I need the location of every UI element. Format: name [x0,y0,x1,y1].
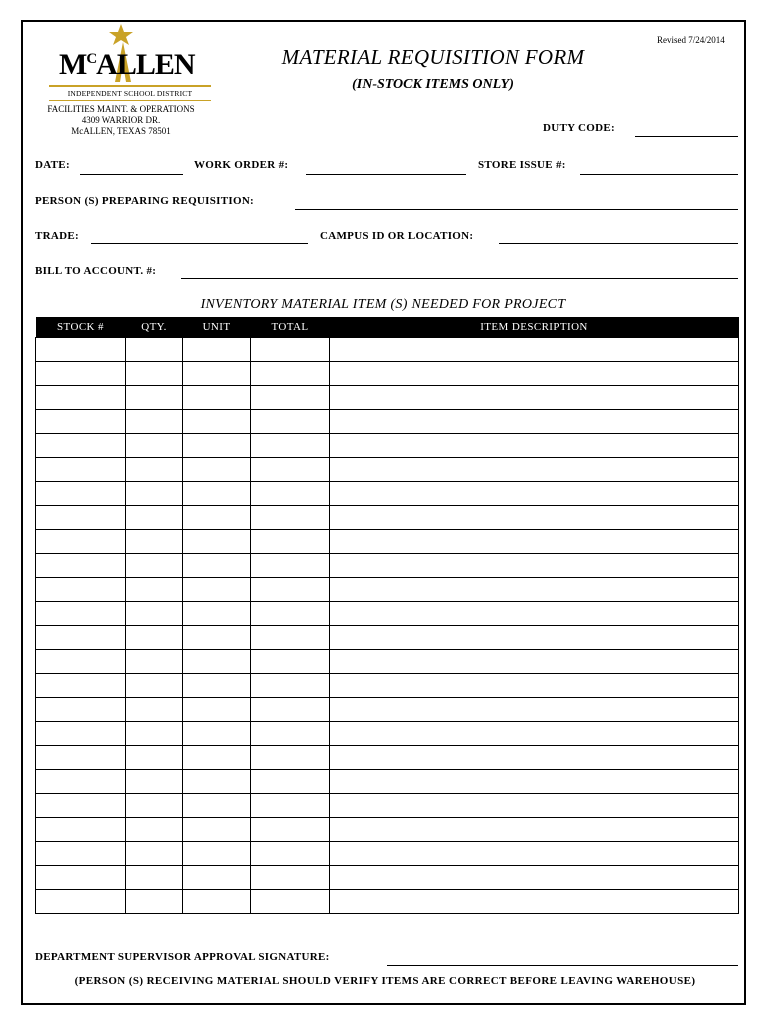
table-cell[interactable] [126,578,183,602]
table-cell[interactable] [251,722,330,746]
table-cell[interactable] [126,650,183,674]
table-cell[interactable] [251,506,330,530]
table-cell[interactable] [126,818,183,842]
table-row [36,578,739,602]
table-cell[interactable] [330,602,739,626]
table-cell[interactable] [183,434,251,458]
table-cell[interactable] [126,506,183,530]
table-row [36,650,739,674]
table-row [36,698,739,722]
table-cell[interactable] [126,410,183,434]
table-cell[interactable] [183,770,251,794]
table-cell[interactable] [36,458,126,482]
table-row [36,746,739,770]
table-row [36,842,739,866]
revised-date: Revised 7/24/2014 [657,35,725,45]
table-cell[interactable] [126,626,183,650]
table-row [36,770,739,794]
table-row [36,554,739,578]
work-order-label: WORK ORDER #: [194,159,289,171]
table-cell[interactable] [251,410,330,434]
duty-code-field[interactable] [635,136,738,137]
duty-code-label: DUTY CODE: [543,122,615,134]
table-cell[interactable] [330,818,739,842]
table-cell[interactable] [183,698,251,722]
trade-label: TRADE: [35,230,79,242]
signature-field[interactable] [387,965,738,966]
table-cell[interactable] [126,602,183,626]
requisition-form [21,20,746,1005]
table-cell[interactable] [330,770,739,794]
table-cell[interactable] [251,650,330,674]
table-cell[interactable] [251,794,330,818]
table-cell[interactable] [36,578,126,602]
logo-rule-bottom [49,100,211,101]
bill-to-label: BILL TO ACCOUNT. #: [35,265,157,277]
table-cell[interactable] [126,722,183,746]
department-address: FACILITIES MAINT. & OPERATIONS 4309 WARRIOR DR. McALLEN, TEXAS 78501 [47,104,195,136]
table-cell[interactable] [251,746,330,770]
column-description: ITEM DESCRIPTION [330,317,739,338]
column-stock: STOCK # [36,317,126,338]
table-row [36,482,739,506]
column-unit: UNIT [183,317,251,338]
table-cell[interactable] [251,578,330,602]
table-cell[interactable] [36,626,126,650]
table-row [36,530,739,554]
table-cell[interactable] [330,578,739,602]
table-cell[interactable] [126,338,183,362]
table-row [36,386,739,410]
table-cell[interactable] [251,602,330,626]
table-cell[interactable] [183,722,251,746]
table-cell[interactable] [183,410,251,434]
table-cell[interactable] [183,842,251,866]
campus-label: CAMPUS ID OR LOCATION: [320,230,474,242]
table-cell[interactable] [251,698,330,722]
table-cell[interactable] [330,842,739,866]
table-cell[interactable] [330,338,739,362]
table-cell[interactable] [126,362,183,386]
table-cell[interactable] [126,866,183,890]
table-cell[interactable] [36,698,126,722]
table-row [36,506,739,530]
campus-field[interactable] [499,243,738,244]
table-cell[interactable] [330,626,739,650]
table-cell[interactable] [330,482,739,506]
table-cell[interactable] [330,434,739,458]
table-cell[interactable] [251,554,330,578]
form-subtitle: (IN-STOCK ITEMS ONLY) [352,77,514,92]
form-title: MATERIAL REQUISITION FORM [281,45,585,69]
table-cell[interactable] [36,482,126,506]
table-row [36,338,739,362]
store-issue-label: STORE ISSUE #: [478,159,566,171]
table-cell[interactable] [330,530,739,554]
table-cell[interactable] [36,674,126,698]
table-row [36,458,739,482]
table-cell[interactable] [126,554,183,578]
table-cell[interactable] [183,674,251,698]
table-cell[interactable] [251,482,330,506]
table-cell[interactable] [330,650,739,674]
table-cell[interactable] [36,866,126,890]
table-cell[interactable] [126,434,183,458]
table-cell[interactable] [183,794,251,818]
table-cell[interactable] [126,770,183,794]
table-cell[interactable] [330,410,739,434]
table-row [36,434,739,458]
inventory-title: INVENTORY MATERIAL ITEM (S) NEEDED FOR PROJECT [200,297,566,312]
table-cell[interactable] [36,890,126,914]
logo-subtitle: INDEPENDENT SCHOOL DISTRICT [67,89,193,98]
table-cell[interactable] [183,578,251,602]
table-cell[interactable] [251,674,330,698]
table-cell[interactable] [183,866,251,890]
table-row [36,626,739,650]
table-row [36,674,739,698]
table-cell[interactable] [251,434,330,458]
table-cell[interactable] [36,386,126,410]
table-cell[interactable] [126,842,183,866]
table-cell[interactable] [126,386,183,410]
table-cell[interactable] [330,554,739,578]
store-issue-field[interactable] [580,174,738,175]
table-row [36,362,739,386]
table-cell[interactable] [36,434,126,458]
table-row [36,410,739,434]
logo-rule [49,85,211,87]
table-cell[interactable] [251,530,330,554]
table-cell[interactable] [183,554,251,578]
table-cell[interactable] [36,554,126,578]
table-cell[interactable] [251,890,330,914]
table-cell[interactable] [36,506,126,530]
table-cell[interactable] [126,458,183,482]
table-cell[interactable] [126,482,183,506]
table-cell[interactable] [251,362,330,386]
table-cell[interactable] [126,674,183,698]
work-order-field[interactable] [306,174,466,175]
table-cell[interactable] [251,818,330,842]
table-cell[interactable] [183,746,251,770]
table-cell[interactable] [183,530,251,554]
table-row [36,722,739,746]
table-cell[interactable] [183,626,251,650]
table-cell[interactable] [251,338,330,362]
table-cell[interactable] [251,842,330,866]
bill-to-field[interactable] [181,278,738,279]
table-cell[interactable] [330,794,739,818]
table-cell[interactable] [36,530,126,554]
table-cell[interactable] [330,674,739,698]
logo-wordmark: $M^CALLEN$ [59,48,195,81]
table-cell[interactable] [36,650,126,674]
column-qty: QTY. [126,317,183,338]
table-cell[interactable] [330,362,739,386]
table-cell[interactable] [36,722,126,746]
table-cell[interactable] [36,338,126,362]
table-cell[interactable] [251,626,330,650]
table-row [36,794,739,818]
table-cell[interactable] [251,458,330,482]
table-cell[interactable] [251,386,330,410]
table-cell[interactable] [126,530,183,554]
signature-label: DEPARTMENT SUPERVISOR APPROVAL SIGNATURE: [35,951,330,963]
table-cell[interactable] [251,866,330,890]
table-cell[interactable] [330,866,739,890]
table-cell[interactable] [126,794,183,818]
person-preparing-label: PERSON (S) PREPARING REQUISITION: [35,195,255,207]
inventory-header-row [36,317,739,338]
table-cell[interactable] [251,770,330,794]
table-cell[interactable] [330,722,739,746]
table-cell[interactable] [330,698,739,722]
table-cell[interactable] [36,818,126,842]
table-cell[interactable] [183,818,251,842]
table-cell[interactable] [183,650,251,674]
inventory-table [35,317,739,914]
table-cell[interactable] [36,602,126,626]
table-row [36,866,739,890]
table-cell[interactable] [330,386,739,410]
table-cell[interactable] [183,386,251,410]
table-cell[interactable] [183,482,251,506]
table-cell[interactable] [183,890,251,914]
table-cell[interactable] [330,506,739,530]
table-cell[interactable] [126,746,183,770]
trade-field[interactable] [91,243,308,244]
table-cell[interactable] [36,794,126,818]
table-row [36,602,739,626]
table-cell[interactable] [183,506,251,530]
table-cell[interactable] [183,362,251,386]
table-cell[interactable] [36,410,126,434]
table-cell[interactable] [36,770,126,794]
date-label: DATE: [35,159,70,171]
person-preparing-field[interactable] [295,209,738,210]
table-cell[interactable] [126,698,183,722]
table-cell[interactable] [183,338,251,362]
date-field[interactable] [80,174,183,175]
district-logo [33,30,208,100]
table-cell[interactable] [36,842,126,866]
table-cell[interactable] [126,890,183,914]
table-cell[interactable] [183,602,251,626]
table-row [36,818,739,842]
table-cell[interactable] [330,890,739,914]
verification-note: (PERSON (S) RECEIVING MATERIAL SHOULD VERIFY ITEMS ARE CORRECT BEFORE LEAVING WAREHOUSE) [74,975,696,987]
table-row [36,890,739,914]
column-total: TOTAL [251,317,330,338]
table-cell[interactable] [36,362,126,386]
table-cell[interactable] [36,746,126,770]
table-cell[interactable] [183,458,251,482]
table-cell[interactable] [330,458,739,482]
table-cell[interactable] [330,746,739,770]
